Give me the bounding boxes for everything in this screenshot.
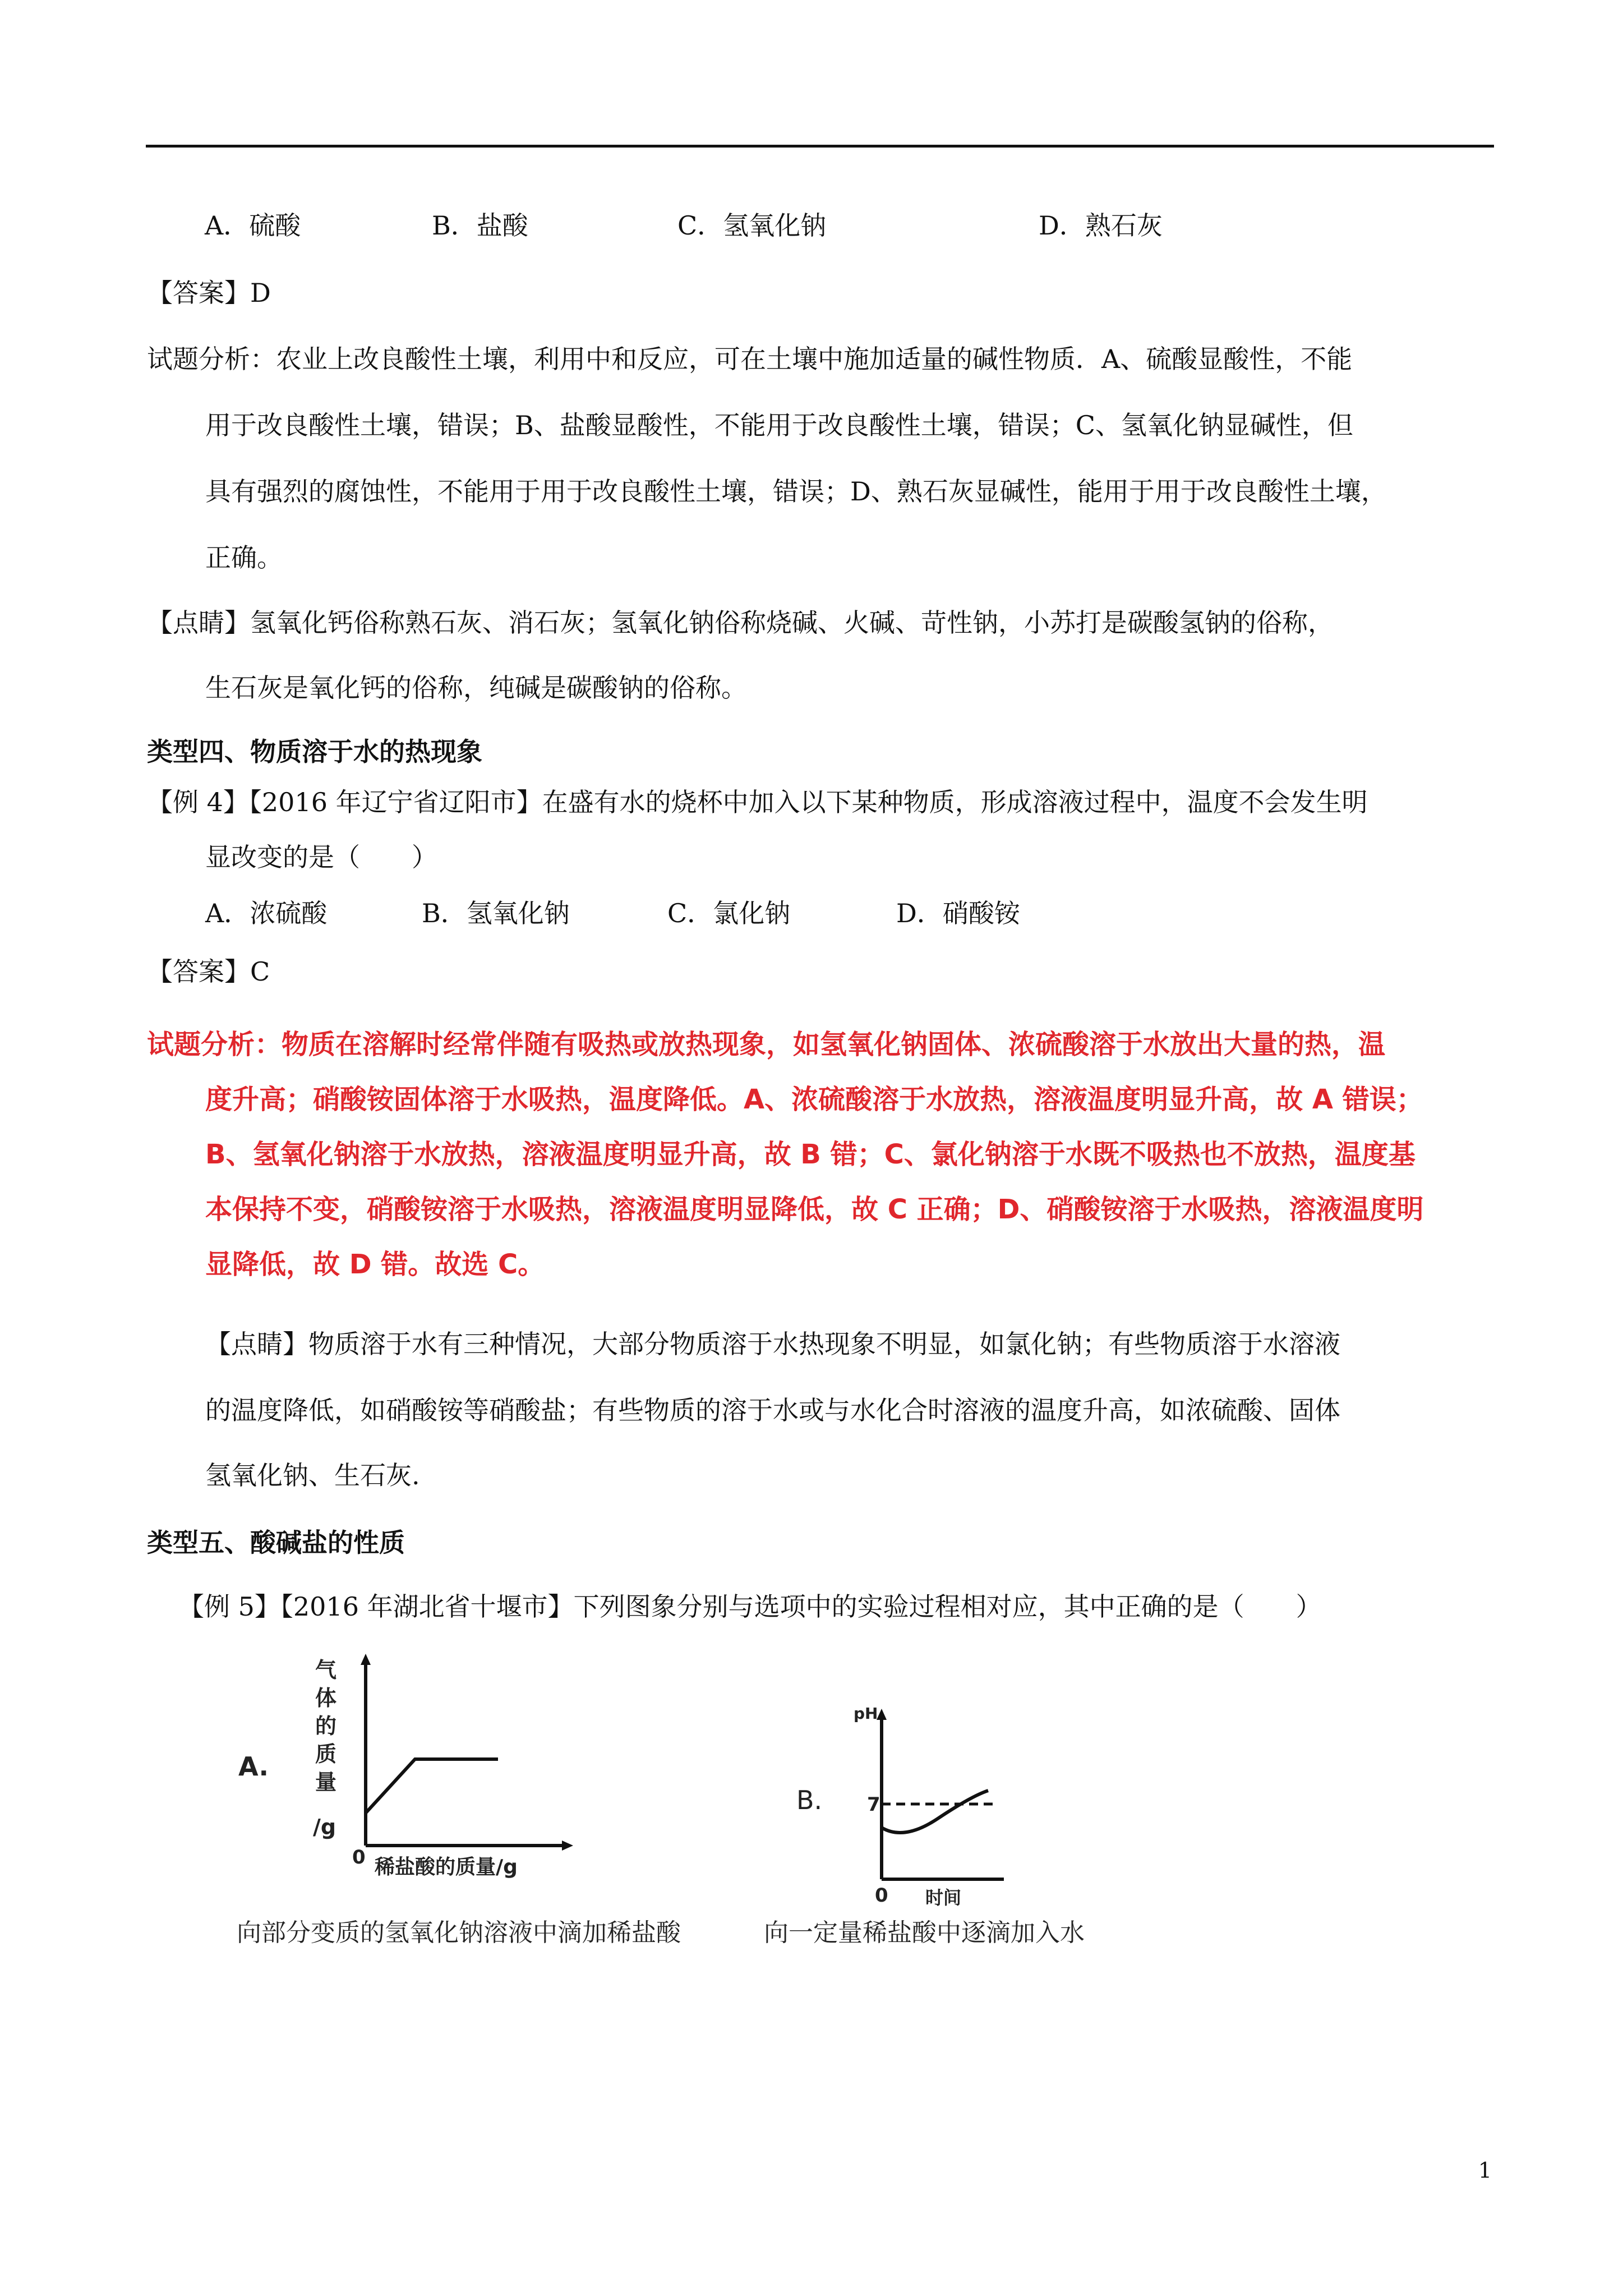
q4-option-d: D．硝酸铵 [896,898,1020,928]
q3-option-c: C．氢氧化钠 [677,210,827,241]
figure-a-caption: 向部分变质的氢氧化钠溶液中滴加稀盐酸 [237,1918,681,1947]
q3-option-b: B．盐酸 [432,210,528,241]
figure-a-y-arrow [361,1654,371,1665]
figure-b-graph [780,1694,1015,1913]
svg-text:质: 质 [315,1742,337,1766]
q4-stem-line: 显改变的是（ ） [205,842,437,872]
q3-answer: 【答案】D [147,278,271,308]
svg-text:体: 体 [315,1686,337,1710]
figure-a-origin: 0 [352,1846,366,1869]
section-5-title: 类型五、酸碱盐的性质 [147,1527,405,1558]
q4-answer: 【答案】C [147,956,270,987]
q5-stem: 【例 5】【2016 年湖北省十堰市】下列图象分别与选项中的实验过程相对应，其中正确的是（ ） [178,1591,1322,1622]
q3-tip-line: 生石灰是氧化钙的俗称，纯碱是碳酸钠的俗称。 [205,673,747,703]
q3-option-a: A．硫酸 [205,210,301,241]
svg-text:的: 的 [315,1714,337,1738]
q4-analysis-line: 度升高；硝酸铵固体溶于水吸热，温度降低。A、浓硫酸溶于水放热，溶液温度明显升高，故 A 错误； [205,1084,1423,1115]
figure-a-x-arrow [562,1841,573,1851]
figure-b-ylabel: pH [854,1704,878,1723]
q4-tip-line: 【点睛】物质溶于水有三种情况，大部分物质溶于水热现象不明显，如氯化钠；有些物质溶于水溶液 [205,1329,1340,1359]
figure-b-caption: 向一定量稀盐酸中逐滴加入水 [764,1918,1085,1947]
figure-a-ylabel [313,1658,336,1839]
svg-text:气: 气 [315,1658,337,1682]
q4-analysis-line: 试题分析：物质在溶解时经常伴随有吸热或放热现象，如氢氧化钠固体、浓硫酸溶于水放出大量的热，温 [147,1029,1386,1060]
q3-analysis-line: 正确。 [205,542,283,573]
svg-text:量: 量 [315,1770,337,1795]
q4-option-a: A．浓硫酸 [205,898,328,928]
figure-b-label: B. [796,1785,823,1815]
figure-b-y-arrow [877,1709,887,1720]
figure-b-curve [882,1791,988,1833]
figure-b-tick: 7 [867,1793,880,1816]
q3-option-d: D．熟石灰 [1039,210,1163,241]
q4-option-c: C．氯化钠 [667,898,791,928]
figure-a-graph [224,1649,583,1913]
q4-tip-line: 的温度降低，如硝酸铵等硝酸盐；有些物质的溶于水或与水化合时溶液的温度升高，如浓硫酸、固体 [205,1395,1340,1425]
figure-a-label: A. [238,1751,269,1782]
figure-b-origin: 0 [875,1884,888,1907]
figure-a-xlabel: 稀盐酸的质量/g [375,1856,518,1879]
q3-analysis-line: 用于改良酸性土壤，错误；B、盐酸显酸性，不能用于改良酸性土壤，错误；C、氢氧化钠显碱性，但 [205,410,1353,440]
figure-b-xlabel: 时间 [925,1887,962,1908]
q4-tip-line: 氢氧化钠、生石灰. [205,1460,420,1490]
q3-analysis-line: 具有强烈的腐蚀性，不能用于用于改良酸性土壤，错误；D、熟石灰显碱性，能用于用于改良酸性土壤， [205,476,1387,507]
q3-analysis-line: 试题分析：农业上改良酸性土壤，利用中和反应，可在土壤中施加适量的碱性物质．A、硫酸显酸性，不能 [147,344,1353,374]
q4-analysis-line: 显降低，故 D 错。故选 C。 [205,1249,545,1280]
figure-a-curve [366,1759,498,1813]
header-rule [146,145,1494,148]
page-number: 1 [1478,2158,1492,2183]
q4-analysis-line: B、氢氧化钠溶于水放热，溶液温度明显升高，故 B 错；C、氯化钠溶于水既不吸热也不放热，温度基 [205,1139,1415,1170]
svg-text:/g: /g [313,1815,336,1839]
q3-tip-line: 【点睛】氢氧化钙俗称熟石灰、消石灰；氢氧化钠俗称烧碱、火碱、苛性钠，小苏打是碳酸氢钠的俗称， [147,608,1334,638]
q4-analysis-line: 本保持不变，硝酸铵溶于水吸热，溶液温度明显降低，故 C 正确；D、硝酸铵溶于水吸热，溶液温度明 [205,1194,1424,1225]
section-4-title: 类型四、物质溶于水的热现象 [147,737,482,767]
q4-option-b: B．氢氧化钠 [422,898,570,928]
q4-stem-line: 【例 4】【2016 年辽宁省辽阳市】在盛有水的烧杯中加入以下某种物质，形成溶液过程中，温度不会发生明 [147,787,1368,817]
